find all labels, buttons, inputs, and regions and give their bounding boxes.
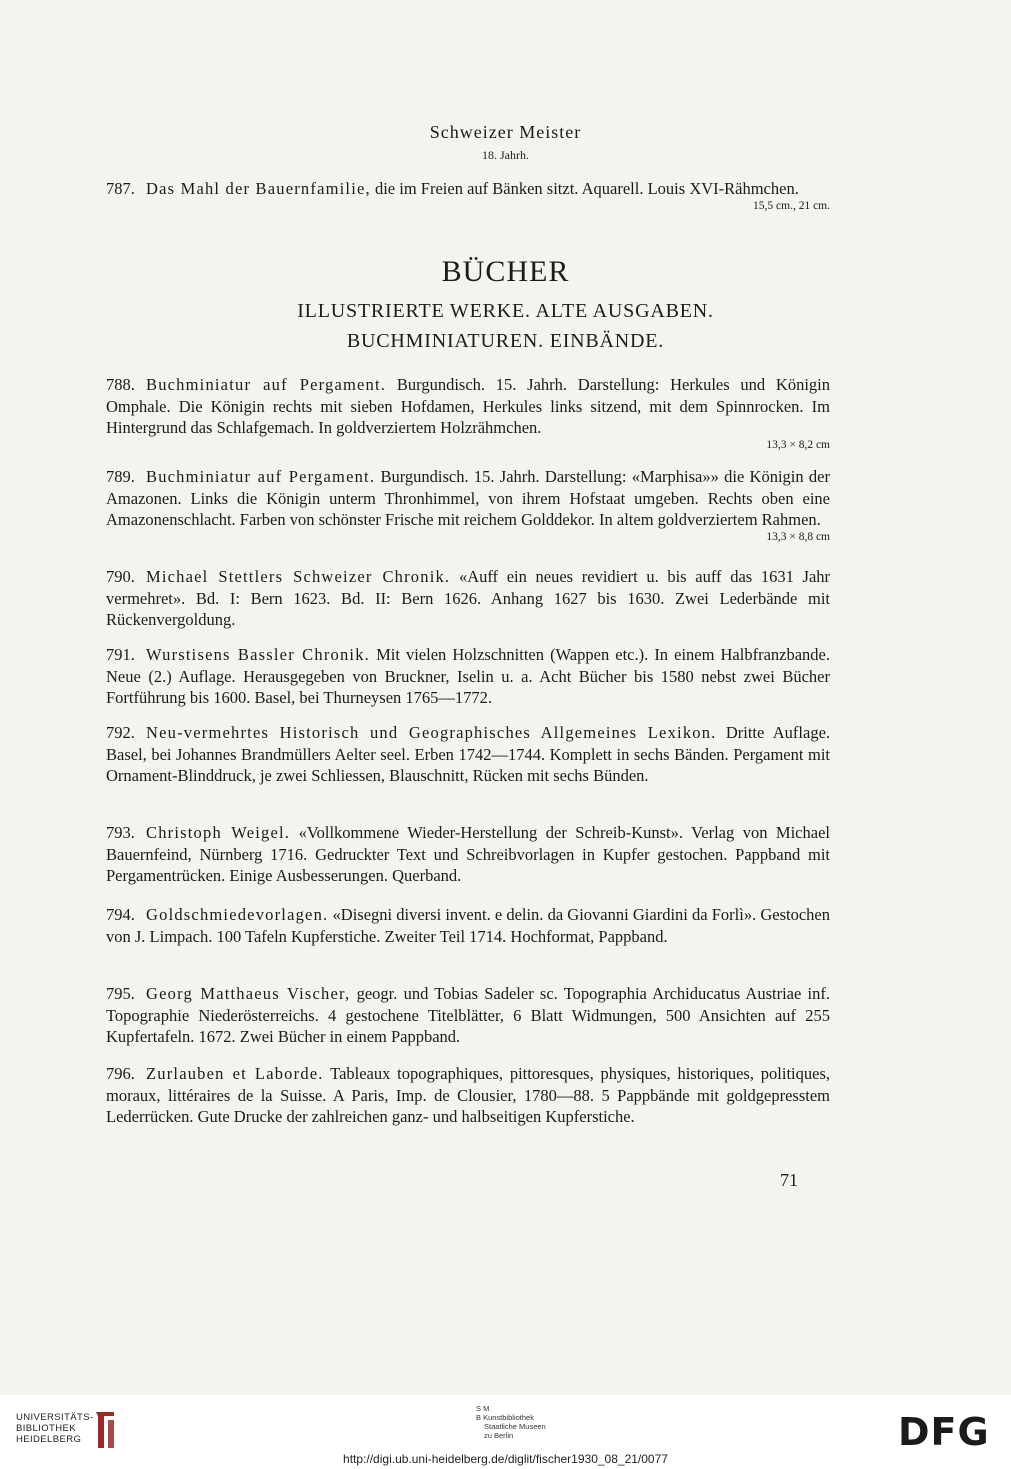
entry-text: Tableaux topographiques, pittoresques, physiques, historiques, politiques, moraux, littéraires de la Suisse. A Paris, Imp. de Clousier, 1780—88. 5 Pappbände mit goldgepresstem Lederrücken. Gute Drucke der zahlreichen ganz- und halbseitigen Kupferstiche. — [106, 1064, 830, 1126]
dfg-logo[interactable]: DFG — [898, 1410, 990, 1454]
entry-title: Zurlauben et Laborde. — [146, 1064, 324, 1083]
entry-dimensions: 13,3 × 8,8 cm — [766, 530, 830, 543]
catalog-entry-796 — [106, 1063, 830, 1128]
catalog-entry-793 — [106, 822, 830, 887]
page-number: 71 — [780, 1170, 798, 1190]
entry-number: 795. — [106, 984, 135, 1003]
entry-number: 789. — [106, 467, 135, 486]
entry-text: «Auff ein neues revidiert u. bis auff das 1631 Jahr vermehret». Bd. I: Bern 1623. Bd. II: Bern 1626. Anhang 1627 bis 1630. Zwei Lederbände mit Rückenvergoldung. — [106, 567, 831, 629]
entry-title: Neu-vermehrtes Historisch und Geographisches Allgemeines Lexikon. — [146, 723, 717, 742]
entry-number: 792. — [106, 723, 135, 742]
entry-dimensions: 13,3 × 8,2 cm — [766, 438, 830, 451]
entry-text: «Vollkommene Wieder-Herstellung der Schreib-Kunst». Verlag von Michael Bauernfeind, Nürnberg 1716. Gedruckter Text und Schreibvorlagen in Kupfer gestochen. Pappband mit Pergamentrücken. Einige Ausbesserungen. Querband. — [106, 823, 830, 885]
section-subtitle-2: BUCHMINIATUREN. EINBÄNDE. — [346, 330, 665, 352]
running-subhead: 18. Jahrh. — [482, 148, 529, 162]
catalog-entry-792 — [106, 722, 830, 787]
entry-number: 790. — [106, 567, 135, 586]
catalog-entry-788 — [106, 374, 830, 456]
entry-text: geogr. und Tobias Sadeler sc. Topographia Archiducatus Austriae inf. Topographie Niederösterreichs. 4 gestochene Titelblätter, 6 Blatt Widmungen, 500 Ansichten auf 255 Kupfertafeln. 1672. Zwei Bücher in einem Pappband. — [106, 984, 830, 1046]
entry-title: Georg Matthaeus Vischer, — [146, 984, 351, 1003]
catalog-entry-787 — [106, 178, 830, 217]
permalink-url[interactable]: http://digi.ub.uni-heidelberg.de/diglit/fischer1930_08_21/0077 — [343, 1452, 668, 1466]
entry-title: Buchminiatur auf Pergament. — [146, 467, 376, 486]
catalog-entry-795 — [106, 983, 830, 1048]
entry-title: Goldschmiedevorlagen. — [146, 905, 329, 924]
library-mark-icon — [90, 1408, 120, 1452]
entry-dimensions: 15,5 cm., 21 cm. — [753, 199, 830, 212]
catalog-entry-790 — [106, 566, 830, 631]
entry-number: 787. — [106, 179, 135, 198]
entry-text: Mit vielen Holzschnitten (Wappen etc.). In einem Halbfranzbande. Neue (2.) Auflage. Herausgegeben von Bruckner, Iselin u. a. Acht Bücher bis 1580 nebst zwei Bücher Fortführung bis 1600. Basel, bei Thurneysen 1765—1772. — [106, 645, 830, 707]
section-subtitle-1: ILLUSTRIERTE WERKE. ALTE AUSGABEN. — [297, 300, 714, 322]
entry-title: Das Mahl der Bauernfamilie, — [146, 179, 371, 198]
catalog-entry-789 — [106, 466, 830, 548]
catalog-entry-791 — [106, 644, 830, 709]
entry-title: Wurstisens Bassler Chronik. — [146, 645, 370, 664]
running-head: Schweizer Meister — [429, 122, 582, 142]
section-title: BÜCHER — [441, 255, 570, 288]
entry-number: 791. — [106, 645, 135, 664]
university-library-logo[interactable]: UNIVERSITÄTS- BIBLIOTHEK HEIDELBERG — [16, 1412, 94, 1445]
entry-title: Buchminiatur auf Pergament. — [146, 375, 387, 394]
entry-number: 793. — [106, 823, 135, 842]
entry-number: 794. — [106, 905, 135, 924]
entry-number: 796. — [106, 1064, 135, 1083]
entry-number: 788. — [106, 375, 135, 394]
museum-logo[interactable]: S M B Kunstbibliothek Staatliche Museen zu Berlin — [476, 1404, 546, 1440]
entry-text: Burgundisch. 15. Jahrh. Darstellung: «Marphisa»» die Königin der Amazonen. Links die Königin unterm Thronhimmel, von ihrem Hofstaat umgeben. Rechts oben eine Amazonenschlacht. Farben von schönster Frische mit reichem Golddekor. In altem goldverziertem Rahmen. — [106, 467, 830, 529]
catalog-entry-794 — [106, 904, 830, 947]
entry-title: Christoph Weigel. — [146, 823, 291, 842]
entry-text: die im Freien auf Bänken sitzt. Aquarell. Louis XVI-Rähmchen. — [374, 179, 799, 198]
entry-title: Michael Stettlers Schweizer Chronik. — [146, 567, 451, 586]
entry-text: «Disegni diversi invent. e delin. da Giovanni Giardini da Forlì». Gestochen von J. Limpach. 100 Tafeln Kupferstiche. Zweiter Teil 1714. Hochformat, Pappband. — [106, 905, 830, 946]
entry-text: Dritte Auflage. Basel, bei Johannes Brandmüllers Aelter seel. Erben 1742—1744. Komplett in sechs Bänden. Pergament mit Ornament-Blinddruck, je zwei Schliessen, Blauschnitt, Rücken mit sechs Bünden. — [106, 723, 831, 785]
entry-text: Burgundisch. 15. Jahrh. Darstellung: Herkules und Königin Omphale. Die Königin rechts mit sieben Hofdamen, Herkules links sitzend, mit dem Spinnrocken. Im Hintergrund das Schlafgemach. In goldverziertem Holzrähmchen. — [106, 375, 831, 437]
